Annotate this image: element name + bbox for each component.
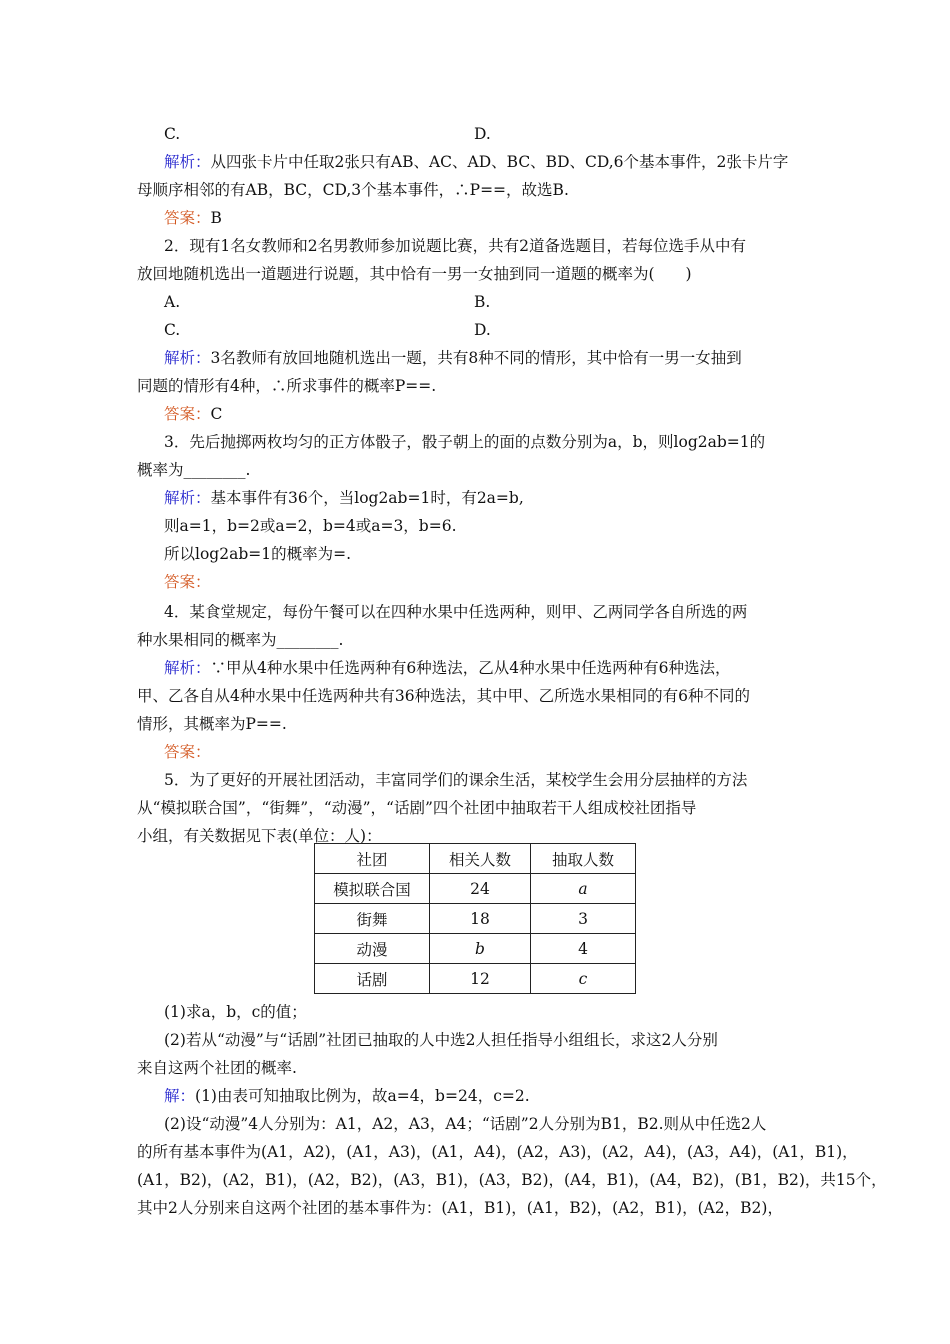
table-header: 社团 [315, 844, 430, 874]
table-cell: 4 [531, 934, 636, 964]
q4-analysis-line1: 解析：∵甲从4种水果中任选两种有6种选法，乙从4种水果中任选两种有6种选法， [164, 659, 731, 677]
q3-analysis-line3: 所以log2ab=1的概率为=. [164, 545, 351, 563]
table-header: 抽取人数 [531, 844, 636, 874]
q5-solution-line2: (2)设“动漫”4人分别为：A1，A2，A3，A4；“话剧”2人分别为B1，B2.则从中任选2人 [164, 1115, 767, 1133]
q2-option-d: D. [474, 321, 491, 339]
q5-solution-line3: 的所有基本事件为(A1，A2)，(A1，A3)，(A1，A4)，(A2，A3)，(A2，A4)，(A3，A4)，(A1，B1)， [137, 1143, 858, 1161]
q5-subquestion-2-line1: (2)若从“动漫”与“话剧”社团已抽取的人中选2人担任指导小组组长，求这2人分别 [164, 1031, 718, 1049]
q5-stem-line3: 小组，有关数据见下表(单位：人)： [137, 827, 382, 845]
table-row [315, 874, 636, 904]
q1-analysis-line1: 解析：从四张卡片中任取2张只有AB、AC、AD、BC、BD、CD,6个基本事件，2张卡片字 [164, 153, 789, 171]
q2-analysis-line1: 解析：3名教师有放回地随机选出一题，共有8种不同的情形，其中恰有一男一女抽到 [164, 349, 742, 367]
q4-answer-label: 答案： [164, 743, 211, 761]
analysis-label: 解析： [164, 349, 211, 367]
q2-stem-line1: 2．现有1名女教师和2名男教师参加说题比赛，共有2道备选题目，若每位选手从中有 [164, 237, 746, 255]
table-cell: 动漫 [315, 934, 430, 964]
q3-analysis-line2: 则a=1，b=2或a=2，b=4或a=3，b=6. [164, 517, 457, 535]
answer-label: 答案： [164, 209, 211, 227]
q4-analysis-line3: 情形，其概率为P==. [137, 715, 287, 733]
solution-label: 解： [164, 1087, 196, 1105]
q1-option-d: D. [474, 125, 491, 143]
analysis-label: 解析： [164, 489, 211, 507]
table-header: 相关人数 [430, 844, 531, 874]
analysis-label: 解析： [164, 153, 211, 171]
q3-stem-line2: 概率为________. [137, 461, 251, 479]
q1-option-c: C. [164, 125, 181, 143]
q5-stem-line2: 从“模拟联合国”，“街舞”，“动漫”，“话剧”四个社团中抽取若干人组成校社团指导 [137, 799, 697, 817]
table-cell: 12 [430, 964, 531, 994]
q2-option-a: A. [164, 293, 181, 311]
q4-stem-line2: 种水果相同的概率为________. [137, 631, 344, 649]
q5-subquestion-1: (1)求a，b，c的值； [164, 1003, 307, 1021]
q5-solution-line4: (A1，B2)，(A2，B1)，(A2，B2)，(A3，B1)，(A3，B2)，(A4，B1)，(A4，B2)，(B1，B2)，共15个， [137, 1171, 887, 1189]
q2-answer: 答案：C [164, 405, 223, 423]
table-header-row [315, 844, 636, 874]
club-data-table [314, 843, 636, 994]
table-cell: 18 [430, 904, 531, 934]
q5-stem-line1: 5．为了更好的开展社团活动，丰富同学们的课余生活，某校学生会用分层抽样的方法 [164, 771, 748, 789]
q3-answer-label: 答案： [164, 573, 211, 591]
table-cell: c [531, 964, 636, 994]
analysis-label: 解析： [164, 659, 211, 677]
q2-analysis-line2: 同题的情形有4种，∴所求事件的概率P==. [137, 377, 437, 395]
q2-option-b: B. [474, 293, 491, 311]
q1-answer: 答案：B [164, 209, 222, 227]
table-cell: 24 [430, 874, 531, 904]
q5-subquestion-2-line2: 来自这两个社团的概率. [137, 1059, 297, 1077]
table-cell: b [430, 934, 531, 964]
table-cell: 3 [531, 904, 636, 934]
q2-option-c: C. [164, 321, 181, 339]
answer-label: 答案： [164, 405, 211, 423]
table-row [315, 904, 636, 934]
q4-analysis-line2: 甲、乙各自从4种水果中任选两种共有36种选法，其中甲、乙所选水果相同的有6种不同的 [137, 687, 750, 705]
q1-analysis-line2: 母顺序相邻的有AB，BC，CD,3个基本事件，∴P==，故选B. [137, 181, 569, 199]
q3-stem-line1: 3．先后抛掷两枚均匀的正方体骰子，骰子朝上的面的点数分别为a，b，则log2ab=1的 [164, 433, 766, 451]
table-row [315, 934, 636, 964]
table-cell: 模拟联合国 [315, 874, 430, 904]
table-cell: a [531, 874, 636, 904]
q5-solution-line1: 解：(1)由表可知抽取比例为，故a=4，b=24，c=2. [164, 1087, 530, 1105]
q2-stem-line2: 放回地随机选出一道题进行说题，其中恰有一男一女抽到同一道题的概率为( ) [137, 265, 692, 283]
table-cell: 街舞 [315, 904, 430, 934]
q4-stem-line1: 4．某食堂规定，每份午餐可以在四种水果中任选两种，则甲、乙两同学各自所选的两 [164, 603, 748, 621]
q5-solution-line5: 其中2人分别来自这两个社团的基本事件为：(A1，B1)，(A1，B2)，(A2，B1)，(A2，B2)， [137, 1199, 783, 1217]
table-cell: 话剧 [315, 964, 430, 994]
table-row [315, 964, 636, 994]
q3-analysis-line1: 解析：基本事件有36个，当log2ab=1时，有2a=b, [164, 489, 524, 507]
